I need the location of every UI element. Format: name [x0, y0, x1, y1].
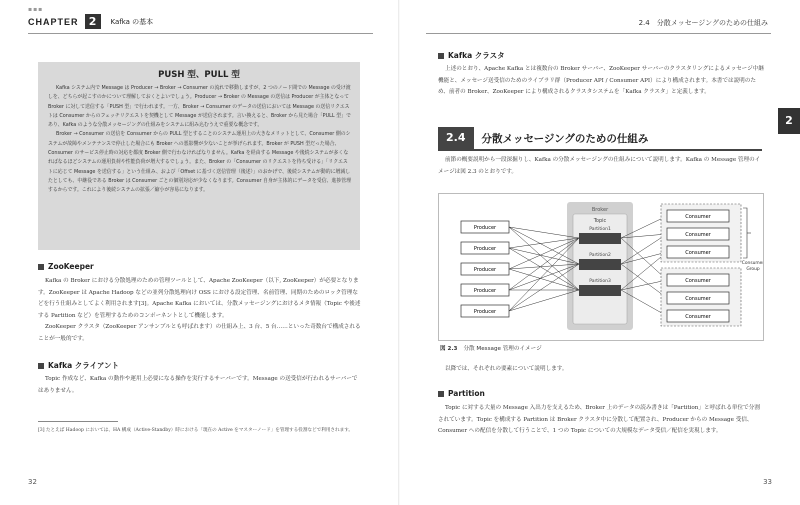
kafka-cluster-body	[438, 64, 764, 99]
kafka-cluster-heading-text: Kafka クラスタ	[448, 51, 505, 60]
broker-label: Broker	[591, 207, 609, 213]
body-paragraph: 以降では、それぞれの要素について説明します。	[445, 366, 568, 372]
chapter-side-tab: 2	[778, 108, 800, 134]
body-paragraph: Topic 作成など、Kafka の動作や運用上必要になる操作を実行するサーバーです。Message の送受信が行われるサーバーではありません。	[38, 376, 358, 394]
kafka-diagram	[439, 194, 763, 340]
square-bullet-icon	[438, 53, 444, 59]
consumer-6	[667, 310, 729, 322]
zookeeper-body	[38, 276, 363, 345]
producer-label: Producer	[473, 288, 497, 294]
body-paragraph: Topic に対する大量の Message 入出力を支えるため、Broker 上のデータの読み書きは「Partition」と呼ばれる単位で分割されています。Topic を構成する Partition は Broker クラスタ中に分散して配置され、Producer からの Message 受信、Consumer への配信を分散して行うことで、1 つの Topic についての大規模なデータ受信／配信を実現します。	[438, 405, 760, 434]
column-paragraph: Broker → Consumer の送信を Consumer からの PULL 型とすることのシステム運用上の大きなメリットとして、Consumer 側のシステムが故障やメンテナンスで停止した場合にも Broker への悪影響が少ないことが挙げられます。Broker が PUSH 型だった場合、Consumer のサービス停止時の対応を都度 Broker 側で行わなければなりません。Kafka を経由する Message や後続システムが多くなればなるほどシステムの運用負荷や性能負荷が増大するでしょう。また、Broker の「Consumer のリクエストを待ち受ける」「リクエストに応じて Message を送信する」という仕組み、および「Offset に基づく送信管理（後述）」のおかげで、後続システムが動的に増減したとしても、中継役である Broker は Consumer ごとの個別対応が少なくなります。Consumer 自身が主体的にデータを受信、進捗管理するからです。これにより後続システムの拡張／縮小が容易になります。	[48, 131, 352, 194]
column-paragraph: Kafka システム内で Message は Producer → Broker → Consumer の流れで移動しますが、2 つのノード間での Messsge の受け渡しを、どちらが起こすのかについて理解しておくとよいでしょう。Producer → Broker の Message の送信は Producer が主体となって Broker に対して送信する「PUSH 型」で行われます。一方、Broker → Consumer のデータの送信においては Message の送信リクエストは Consumer からのフェッチリクエストを契機として Message が送信されます。言い換えると、Broker から見た場合「PULL 型」であり、Kafka のような分散メッセージングの仕組みをシステムに組み込むうえで重要な概念です。	[48, 85, 351, 129]
consumer-label: Consumer	[685, 314, 711, 320]
consumer-3	[667, 246, 729, 258]
consumer-label: Consumer	[685, 250, 711, 256]
consumer-label: Consumer	[685, 214, 711, 220]
consumer-group-label-2: Group	[746, 267, 760, 272]
kafka-cluster-heading	[438, 50, 505, 61]
figure-caption-text: 分散 Message 管理のイメージ	[463, 346, 542, 352]
square-bullet-icon	[38, 264, 44, 270]
producer-label: Producer	[473, 309, 497, 315]
page-number-right: 33	[763, 478, 772, 486]
kafka-client-heading	[38, 360, 119, 371]
column-title: PUSH 型、PULL 型	[158, 70, 240, 80]
chapter-number: 2	[85, 14, 101, 29]
consumer-label: Consumer	[685, 296, 711, 302]
producer-label: Producer	[473, 267, 497, 273]
chapter-title: Kafka の基本	[110, 17, 154, 26]
figure-caption	[440, 344, 542, 352]
kafka-client-body	[38, 374, 363, 397]
figure-caption-number: 図 2.3	[440, 346, 458, 352]
square-bullet-icon	[438, 391, 444, 397]
body-paragraph: ZooKeeper クラスタ（ZooKeeper アンサンブルとも呼ばれます）の仕組み上、3 台、5 台……といった奇数台で構成されることが一般的です。	[38, 324, 361, 342]
chapter-decoration: ▪▪▪	[28, 6, 44, 13]
partition-bar	[579, 285, 621, 296]
partition-label: Partition3	[589, 279, 611, 284]
consumer-label: Consumer	[685, 232, 711, 238]
chapter-label: CHAPTER	[28, 16, 79, 27]
right-page	[400, 0, 800, 505]
section-number: 2.4	[438, 127, 474, 149]
partition-heading-text: Partition	[448, 389, 485, 398]
section-intro	[438, 155, 764, 178]
body-paragraph: 上述のとおり、Apache Kafka とは複数台の Broker サーバー、ZooKeeper サーバーのクラスタリングによるメッセージ中継機能と、メッセージ送受信のためのライブラリ群（Producer API / Consumer API）により構成されます。本書では説明のため、前者の Broker、ZooKeeper により構成されるクラスタシステムを「Kafka クラスタ」と定義します。	[438, 66, 764, 95]
consumer-5	[667, 292, 729, 304]
consumer-label: Consumer	[685, 278, 711, 284]
after-figure-text	[438, 364, 764, 376]
consumer-4	[667, 274, 729, 286]
column-text	[48, 84, 352, 196]
partition-label: Partition1	[589, 227, 611, 232]
square-bullet-icon	[38, 363, 44, 369]
footnote-rule	[38, 421, 118, 422]
partition-label: Partition2	[589, 253, 611, 258]
running-head: 2.4 分散メッセージングのための仕組み	[638, 19, 768, 27]
consumer-2	[667, 228, 729, 240]
section-title: 分散メッセージングのための仕組み	[481, 132, 649, 145]
footnote: [3] たとえば Hadoop においては、HA 構成（Active-Standby）時における「現在の Active をマスターノード」を管理する役割などで利用されます。	[38, 428, 354, 433]
figure-2-3	[438, 193, 764, 341]
partition-heading	[438, 389, 485, 398]
producer-label: Producer	[473, 246, 497, 252]
partition-bar	[579, 259, 621, 270]
chapter-header	[28, 14, 153, 29]
producer-label: Producer	[473, 225, 497, 231]
zookeeper-heading	[38, 262, 94, 271]
producer-4	[461, 284, 509, 296]
section-heading	[438, 127, 762, 151]
consumer-1	[667, 210, 729, 222]
partition-body	[438, 403, 764, 438]
producer-2	[461, 242, 509, 254]
topic-label: Topic	[593, 218, 607, 224]
producer-1	[461, 221, 509, 233]
column-box	[38, 62, 360, 250]
page-number-left: 32	[28, 478, 37, 486]
group-bracket	[743, 208, 747, 258]
producer-5	[461, 305, 509, 317]
consumer-group-label-1: Consumer	[741, 261, 763, 266]
body-paragraph: 前節の概要説明から一段深掘りし、Kafka の分散メッセージングの仕組みについて説明します。Kafka の Message 管理のイメージは図 2.3 のとおりです。	[438, 157, 761, 175]
producer-3	[461, 263, 509, 275]
zookeeper-heading-text: ZooKeeper	[48, 262, 94, 271]
header-rule	[426, 33, 771, 34]
body-paragraph: Kafka の Broker における分散処理のための管理ツールとして、Apache ZooKeeper（以下, ZooKeeper）が必要となります。ZooKeeper は Apache Hadoop などの並列分散処理向け OSS における設定管理、名前管理、同期のためのロック管理などを行う仕組みとしてよく利用されます[3]。Apache Kafka においては、分散メッセージングにおけるメタ情報（Topic や後述する Partition など）を管理するためのコンポーネントとして機能します。	[38, 278, 361, 319]
kafka-client-heading-text: Kafka クライアント	[48, 361, 120, 370]
header-rule	[28, 33, 373, 34]
partition-bar	[579, 233, 621, 244]
